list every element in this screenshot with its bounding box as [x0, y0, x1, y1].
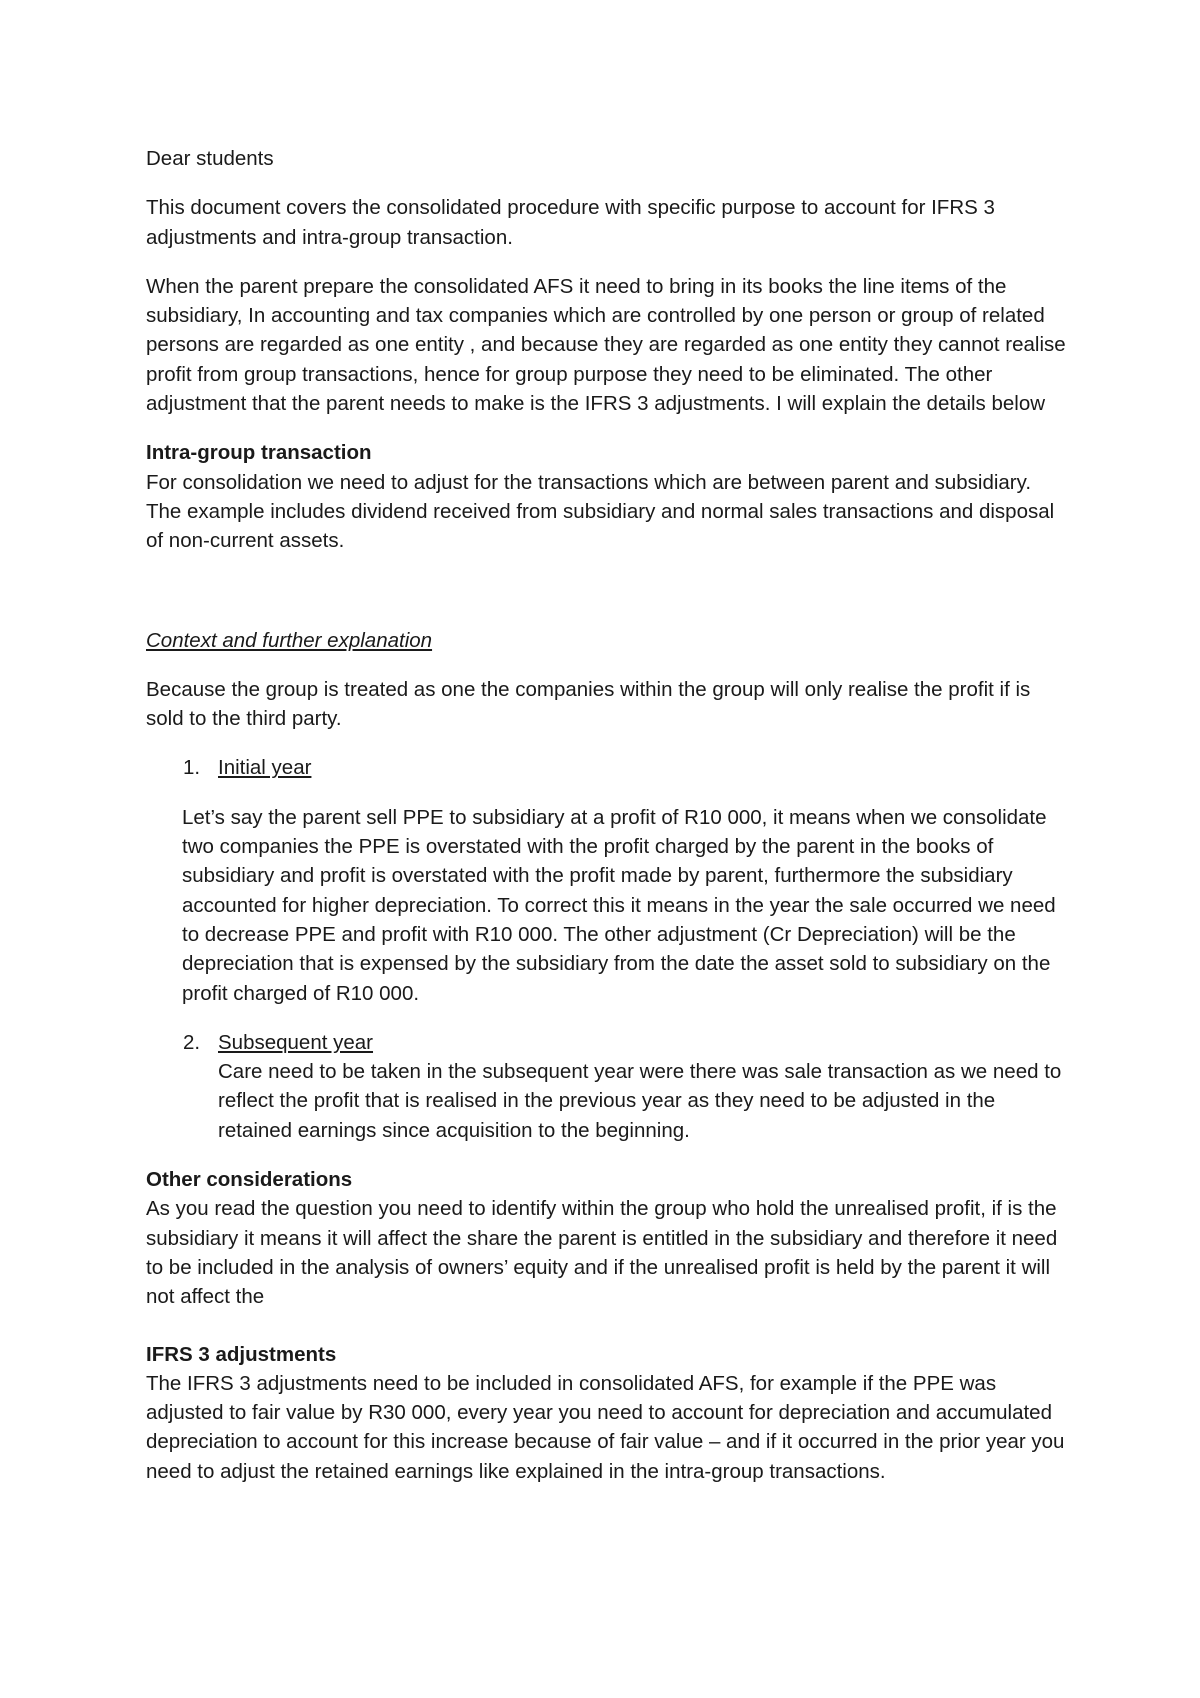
context-heading: Context and further explanation [146, 628, 433, 652]
list-item-title: Subsequent year [218, 1030, 374, 1054]
list-item-body: Care need to be taken in the subsequent year were there was sale transaction as we need to reflect the profit that is realised in the previous year as they need to be adjusted in the retained earnings since acquisition to the beginning. [218, 1060, 1062, 1142]
list-item [146, 1028, 1066, 1145]
document-body [146, 144, 1066, 1486]
ifrs3-paragraph: The IFRS 3 adjustments need to be included in consolidated AFS, for example if the PPE was adjusted to fair value by R30 000, every year you need to account for depreciation and accumulated depreciation to account for this increase because of fair value – and if it occurred in the prior year you need to adjust the retained earnings like explained in the intra-group transactions. [146, 1371, 1065, 1483]
list-number: 1. [183, 756, 201, 780]
intragroup-paragraph: For consolidation we need to adjust for the transactions which are between parent and subsidiary. The example includes dividend received from subsidiary and normal sales transactions and disposal of non-current assets. [146, 470, 1055, 553]
greeting: Dear students [146, 147, 274, 170]
list-item-body: Let’s say the parent sell PPE to subsidiary at a profit of R10 000, it means when we consolidate two companies the PPE is overstated with the profit charged by the parent in the books of subsidiary and profit is overstated with the profit made by parent, furthermore the subsidiary accounted for higher depreciation. To correct this it means in the year the sale occurred we need to decrease PPE and profit with R10 000. The other adjustment (Cr Depreciation) will be the depreciation that is expensed by the subsidiary from the date the asset sold to subsidiary on the profit charged of R10 000. [182, 805, 1056, 1005]
intragroup-heading: Intra-group transaction [146, 441, 372, 465]
list-number: 2. [183, 1030, 201, 1054]
intro-paragraph: This document covers the consolidated procedure with specific purpose to account for IFRS 3 adjustments and intra-group transaction. [146, 196, 995, 249]
list-item-title: Initial year [218, 756, 312, 780]
context-paragraph: Because the group is treated as one the companies within the group will only realise the profit if is sold to the third party. [146, 677, 1031, 731]
other-heading: Other considerations [146, 1168, 353, 1192]
list-item [146, 753, 1066, 782]
parent-paragraph: When the parent prepare the consolidated AFS it need to bring in its books the line items of the subsidiary, In accounting and tax companies which are controlled by one person or group of related persons are regarded as one entity , and because they are regarded as one entity they cannot realise profit from group transactions, hence for group purpose they need to be eliminated. The other adjustment that the parent needs to make is the IFRS 3 adjustments. I will explain the details below [146, 274, 1066, 416]
ifrs3-heading: IFRS 3 adjustments [146, 1342, 337, 1366]
section-spacer [146, 556, 1066, 606]
other-paragraph: As you read the question you need to identify within the group who hold the unrealised profit, if is the subsidiary it means it will affect the share the parent is entitled in the subsidiary and therefore it need to be included in the analysis of owners’ equity and if the unrealised profit is held by the parent it will not affect the [146, 1197, 1058, 1309]
